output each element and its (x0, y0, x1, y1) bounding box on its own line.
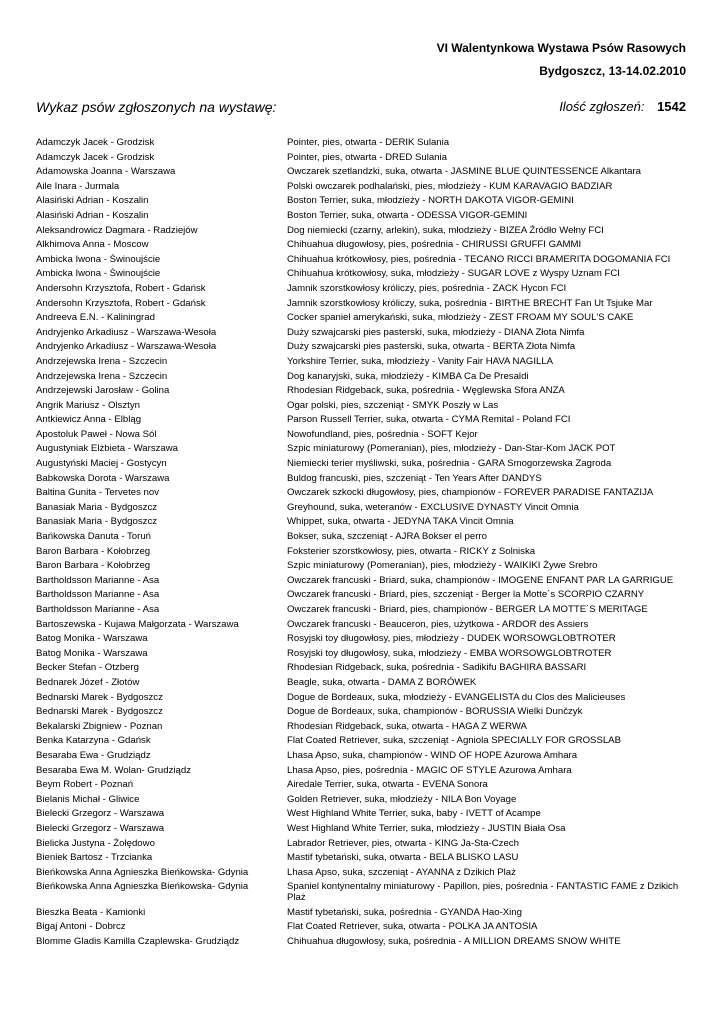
dog-entry: Rhodesian Ridgeback, suka, pośrednia - Sadikifu BAGHIRA BASSARI (287, 662, 587, 674)
owner-name: Alasiński Adrian - Koszalin (36, 195, 149, 207)
list-item (36, 921, 686, 932)
dog-entry: Foksterier szorstkowłosy, pies, otwarta - RICKY z Solniska (287, 545, 536, 557)
list-item (36, 239, 686, 250)
owner-name: Batog Monika - Warszawa (36, 633, 148, 645)
owner-name: Aleksandrowicz Dagmara - Radziejów (36, 224, 198, 236)
list-item (36, 779, 686, 790)
dog-entry: Duży szwajcarski pies pasterski, suka, młodzieży - DIANA Złota Nimfa (287, 326, 585, 338)
list-item (36, 589, 686, 600)
dog-entry: Spaniel kontynentalny miniaturowy - Papillon, pies, pośrednia - FANTASTIC FAME z Dzikich Plaż (287, 881, 679, 904)
owner-name: Banasiak Maria - Bydgoszcz (36, 516, 158, 528)
owner-name: Andreeva E.N. - Kaliningrad (36, 312, 155, 324)
owner-name: Andryjenko Arkadiusz - Warszawa-Wesoła (36, 326, 217, 338)
dog-entry: West Highland White Terrier, suka, młodzieży - JUSTIN Biała Osa (287, 822, 566, 834)
owner-name: Aile Inara - Jurmala (36, 180, 120, 192)
owner-name: Bartholdsson Marianne - Asa (36, 604, 160, 615)
owner-name: Andrzejewska Irena - Szczecin (36, 355, 168, 367)
list-item (36, 633, 686, 644)
dog-entry: Ogar polski, pies, szczeniąt - SMYK Poszły w Las (287, 399, 499, 411)
owner-name: Bielecki Grzegorz - Warszawa (36, 808, 165, 820)
owner-name: Bieszka Beata - Kamionki (36, 906, 146, 918)
owner-name: Becker Stefan - Otzberg (36, 662, 139, 674)
list-item (36, 210, 686, 221)
list-item (36, 429, 686, 440)
list-item (36, 619, 686, 630)
owner-name: Bieńkowska Anna Agnieszka Bieńkowska- Gdynia (36, 881, 249, 893)
list-item (36, 677, 686, 688)
dog-entry: Szpic miniaturowy (Pomeranian), pies, młodzieży - WAIKIKI Żywe Srebro (287, 560, 598, 572)
owner-name: Bieńkowska Anna Agnieszka Bieńkowska- Gdynia (36, 866, 249, 878)
list-item (36, 936, 686, 947)
dog-entry: Chihuahua krótkowłosy, suka, młodzieży - SUGAR LOVE z Wyspy Uznam FCI (287, 268, 620, 280)
owner-name: Bielecki Grzegorz - Warszawa (36, 822, 165, 834)
list-item (36, 838, 686, 849)
dog-entry: Rhodesian Ridgeback, suka, otwarta - HAGA Z WERWA (287, 720, 527, 732)
owner-name: Bigaj Antoni - Dobrcz (36, 921, 126, 933)
dog-entry: Labrador Retriever, pies, otwarta - KING Ja-Sta-Czech (287, 837, 519, 849)
dog-entry: Boston Terrier, suka, otwarta - ODESSA VIGOR-GEMINI (287, 209, 528, 221)
owner-name: Banasiak Maria - Bydgoszcz (36, 501, 158, 513)
list-item (36, 907, 686, 918)
owner-name: Andrzejewski Jarosław - Golina (36, 385, 170, 397)
dog-entry: West Highland White Terrier, suka, baby - IVETT of Acampe (287, 808, 541, 820)
owner-name: Augustyński Maciej - Gostycyn (36, 458, 167, 470)
list-item (36, 808, 686, 819)
dog-entry: Jamnik szorstkowłosy króliczy, pies, pośrednia - ZACK Hycon FCI (287, 282, 567, 294)
dog-entry: Mastif tybetański, suka, pośrednia - GYANDA Hao-Xing (287, 906, 522, 918)
dog-entry: Chihuahua długowłosy, suka, pośrednia - A MILLION DREAMS SNOW WHITE (287, 936, 621, 948)
owner-name: Bielanis Michał - Gliwice (36, 793, 140, 805)
list-item (36, 181, 686, 192)
owner-name: Bieniek Bartosz - Trzcianka (36, 852, 153, 864)
list-item (36, 502, 686, 513)
list-item (36, 356, 686, 367)
owner-name: Bartholdsson Marianne - Asa (36, 589, 160, 601)
list-item (36, 531, 686, 542)
dog-entry: Pointer, pies, otwarta - DERIK Sulania (287, 137, 450, 148)
owner-name: Andryjenko Arkadiusz - Warszawa-Wesoła (36, 341, 217, 353)
owner-name: Blomme Gladis Kamilla Czaplewska- Grudziądz (36, 936, 240, 948)
list-item (36, 604, 686, 615)
list-item (36, 867, 686, 878)
list-item (36, 487, 686, 498)
dog-entry: Niemiecki terier myśliwski, suka, pośrednia - GARA Smogorzewska Zagroda (287, 458, 612, 470)
dog-entry: Flat Coated Retriever, suka, szczeniąt - Agniola SPECIALLY FOR GROSSLAB (287, 735, 621, 747)
owner-name: Andersohn Krzysztofa, Robert - Gdańsk (36, 297, 206, 309)
dog-entry: Greyhound, suka, weteranów - EXCLUSIVE DYNASTY Vincit Omnia (287, 501, 579, 513)
dog-entry: Dogue de Bordeaux, suka, championów - BORUSSIA Wielki Dunčzyk (287, 706, 583, 718)
owner-name: Baron Barbara - Kołobrzeg (36, 560, 151, 572)
list-item (36, 881, 686, 903)
list-item (36, 137, 686, 148)
entry-count-value: 1542 (657, 99, 686, 114)
list-item (36, 852, 686, 863)
dog-entry: Dogue de Bordeaux, suka, młodzieży - EVANGELISTA du Clos des Malicieuses (287, 691, 626, 703)
list-item (36, 341, 686, 352)
owner-name: Angrik Mariusz - Olsztyn (36, 399, 140, 411)
list-heading: Wykaz psów zgłoszonych na wystawę: (36, 99, 277, 115)
dog-entry: Szpic miniaturowy (Pomeranian), pies, młodzieży - Dan-Star-Kom JACK POT (287, 443, 616, 455)
owner-name: Andersohn Krzysztofa, Robert - Gdańsk (36, 282, 206, 294)
list-item (36, 560, 686, 571)
dog-entry: Pointer, pies, otwarta - DRED Sulania (287, 151, 447, 163)
list-item (36, 735, 686, 746)
dog-entry: Rhodesian Ridgeback, suka, pośrednia - Węglewska Sfora ANZA (287, 385, 565, 397)
dog-entry: Polski owczarek podhalański, pies, młodzieży - KUM KARAVAGIO BADZIAR (287, 180, 613, 192)
list-item (36, 327, 686, 338)
list-item (36, 546, 686, 557)
owner-name: Baron Barbara - Kołobrzeg (36, 545, 151, 557)
list-item (36, 750, 686, 761)
owner-name: Alasiński Adrian - Koszalin (36, 209, 149, 221)
dog-entry: Owczarek szetlandzki, suka, otwarta - JASMINE BLUE QUINTESSENCE Alkantara (287, 166, 642, 178)
owner-name: Bekalarski Zbigniew - Poznan (36, 720, 163, 732)
list-item (36, 298, 686, 309)
owner-name: Baltina Gunita - Tervetes nov (36, 487, 160, 499)
list-item (36, 443, 686, 454)
owner-name: Bartoszewska - Kujawa Małgorzata - Warszawa (36, 618, 239, 630)
list-item (36, 516, 686, 527)
list-item (36, 268, 686, 279)
dog-entry: Owczarek francuski - Briard, suka, championów - IMOGENE ENFANT PAR LA GARRIGUE (287, 574, 674, 586)
dog-entry: Bokser, suka, szczeniąt - AJRA Bokser el perro (287, 531, 487, 543)
list-item (36, 721, 686, 732)
dog-entry: Owczarek francuski - Beauceron, pies, użytkowa - ARDOR des Assiers (287, 618, 589, 630)
owner-name: Batog Monika - Warszawa (36, 647, 148, 659)
dog-entry: Boston Terrier, suka, młodzieży - NORTH DAKOTA VIGOR-GEMINI (287, 195, 574, 207)
dog-entry: Cocker spaniel amerykański, suka, młodzieży - ZEST FROAM MY SOUL'S CAKE (287, 312, 634, 324)
list-item (36, 706, 686, 717)
list-item (36, 400, 686, 411)
document-header (437, 40, 686, 80)
owner-name: Benka Katarzyna - Gdańsk (36, 735, 151, 747)
dog-entry: Golden Retriever, suka, młodzieży - NILA Bon Voyage (287, 793, 517, 805)
owner-name: Ambicka Iwona - Świnoujście (36, 253, 161, 265)
list-item (36, 371, 686, 382)
list-item (36, 195, 686, 206)
dog-entry: Rosyjski toy długowłosy, pies, młodzieży - DUDEK WORSOWGLOBTROTER (287, 633, 616, 645)
list-item (36, 692, 686, 703)
owner-name: Bartholdsson Marianne - Asa (36, 574, 160, 586)
owner-name: Antkiewicz Anna - Elbląg (36, 414, 142, 426)
dog-entry: Dog niemiecki (czarny, arlekin), suka, młodzieży - BIZEA Źródło Wełny FCI (287, 224, 604, 236)
owner-name: Apostoluk Paweł - Nowa Sól (36, 428, 157, 440)
dog-entry: Lhasa Apso, suka, championów - WIND OF HOPE Azurowa Amhara (287, 749, 578, 761)
owner-name: Babkowska Dorota - Warszawa (36, 472, 170, 484)
dog-entry: Rosyjski toy długowłosy, suka, młodzieży - EMBA WORSOWGLOBTROTER (287, 647, 612, 659)
owner-name: Bednarski Marek - Bydgoszcz (36, 706, 163, 718)
dog-entry: Flat Coated Retriever, suka, otwarta - POLKA JA ANTOSIA (287, 921, 538, 933)
dog-entry: Beagle, suka, otwarta - DAMA Z BORÓWEK (287, 676, 477, 688)
dog-entry: Owczarek francuski - Briard, pies, championów - BERGER LA MOTTE´S MERITAGE (287, 604, 648, 615)
list-item (36, 152, 686, 163)
dog-entry: Chihuahua krótkowłosy, pies, pośrednia - TECANO RICCI BRAMERITA DOGOMANIA FCI (287, 253, 671, 265)
list-item (36, 225, 686, 236)
list-item (36, 254, 686, 265)
owner-name: Bańkowska Danuta - Toruń (36, 531, 152, 543)
list-item (36, 473, 686, 484)
list-item (36, 765, 686, 776)
owner-name: Adamczyk Jacek - Grodzisk (36, 137, 155, 148)
owner-name: Besaraba Ewa - Grudziądz (36, 749, 151, 761)
owner-name: Adamowska Joanna - Warszawa (36, 166, 176, 178)
entries-list (36, 137, 686, 951)
dog-entry: Lhasa Apso, pies, pośrednia - MAGIC OF STYLE Azurowa Amhara (287, 764, 572, 776)
list-item (36, 458, 686, 469)
owner-name: Bielicka Justyna - Żołędowo (36, 837, 155, 849)
owner-name: Bednarski Marek - Bydgoszcz (36, 691, 163, 703)
owner-name: Adamczyk Jacek - Grodzisk (36, 151, 155, 163)
dog-entry: Owczarek francuski - Briard, pies, szczeniąt - Berger la Motte´s SCORPIO CZARNY (287, 589, 645, 601)
dog-entry: Lhasa Apso, suka, szczeniąt - AYANNA z Dzikich Plaż (287, 866, 516, 878)
list-item (36, 648, 686, 659)
owner-name: Besaraba Ewa M. Wolan- Grudziądz (36, 764, 191, 776)
owner-name: Bednarek Józef - Złotów (36, 676, 140, 688)
dog-entry: Mastif tybetański, suka, otwarta - BELA BLISKO LASU (287, 852, 519, 864)
entry-count-label: Ilość zgłoszeń: (559, 99, 645, 114)
dog-entry: Dog kanaryjski, suka, młodzieży - KIMBA Ca De Presaldi (287, 370, 529, 382)
owner-name: Alkhimova Anna - Moscow (36, 239, 149, 251)
list-item (36, 385, 686, 396)
owner-name: Augustyniak Elżbieta - Warszawa (36, 443, 179, 455)
dog-entry: Chihuahua długowłosy, pies, pośrednia - CHIRUSSI GRUFFI GAMMI (287, 239, 582, 251)
list-item (36, 794, 686, 805)
dog-entry: Buldog francuski, pies, szczeniąt - Ten Years After DANDYS (287, 472, 542, 484)
dog-entry: Nowofundland, pies, pośrednia - SOFT Kejor (287, 428, 478, 440)
dog-entry: Whippet, suka, otwarta - JEDYNA TAKA Vincit Omnia (287, 516, 514, 528)
list-item (36, 823, 686, 834)
list-item (36, 662, 686, 673)
list-item (36, 166, 686, 177)
list-item (36, 414, 686, 425)
entry-count (559, 99, 686, 114)
dog-entry: Owczarek szkocki długowłosy, pies, championów - FOREVER PARADISE FANTAZIJA (287, 487, 654, 499)
event-location-date: Bydgoszcz, 13-14.02.2010 (539, 64, 686, 78)
dog-entry: Jamnik szorstkowłosy króliczy, suka, pośrednia - BIRTHE BRECHT Fan Ut Tsjuke Mar (287, 297, 653, 309)
owner-name: Beym Robert - Poznań (36, 779, 134, 791)
list-item (36, 312, 686, 323)
dog-entry: Yorkshire Terrier, suka, młodzieży - Vanity Fair HAVA NAGILLA (287, 355, 554, 367)
list-item (36, 283, 686, 294)
event-title: VI Walentynkowa Wystawa Psów Rasowych (436, 41, 686, 55)
owner-name: Ambicka Iwona - Świnoujście (36, 268, 161, 280)
list-item (36, 575, 686, 586)
dog-entry: Duży szwajcarski pies pasterski, suka, otwarta - BERTA Złota Nimfa (287, 341, 576, 353)
dog-entry: Airedale Terrier, suka, otwarta - EVENA Sonora (287, 779, 488, 791)
owner-name: Andrzejewska Irena - Szczecin (36, 370, 168, 382)
dog-entry: Parson Russell Terrier, suka, otwarta - CYMA Remital - Poland FCI (287, 414, 571, 426)
